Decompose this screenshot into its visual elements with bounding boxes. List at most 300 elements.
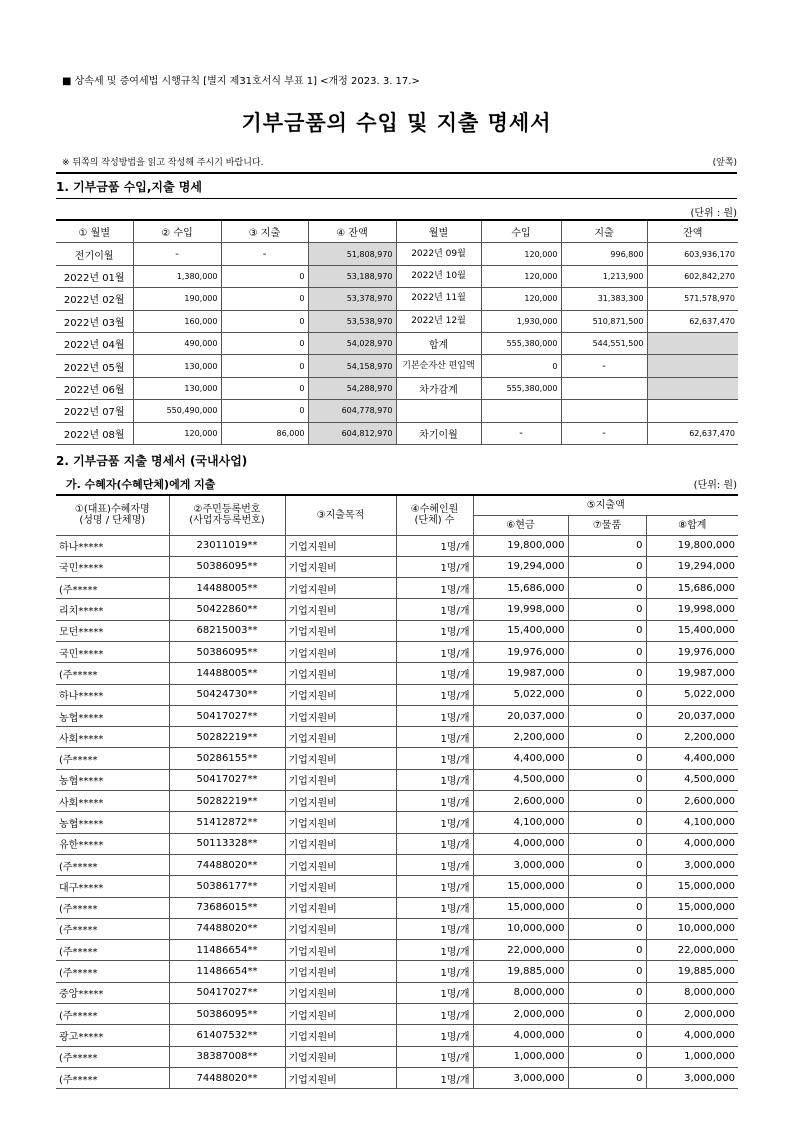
- income-expense-table: [56, 219, 738, 445]
- col-header-cash: ⑥현금: [473, 515, 568, 535]
- cell-name: (주*****: [56, 578, 169, 599]
- cell-name: (주*****: [56, 1004, 169, 1025]
- cell-left-month: 2022년 04월: [56, 332, 133, 354]
- cell-cash: 22,000,000: [473, 940, 568, 961]
- cell-right-income: 120,000: [481, 288, 561, 310]
- cell-reg: 73686015**: [169, 897, 285, 918]
- cell-left-income: 490,000: [133, 332, 221, 354]
- cell-reg: 38387008**: [169, 1046, 285, 1067]
- col-header-recipient: ①(대표)수혜자명 (성명 / 단체명): [56, 495, 169, 535]
- cell-total: 2,200,000: [646, 727, 738, 748]
- cell-cash: 15,686,000: [473, 578, 568, 599]
- table-row: [56, 599, 738, 620]
- cell-count: 1명/개: [396, 578, 473, 599]
- col-header: 지출: [561, 220, 647, 243]
- col-header: ② 수입: [133, 220, 221, 243]
- cell-goods: 0: [568, 1067, 646, 1088]
- cell-reg: 50424730**: [169, 684, 285, 705]
- cell-left-balance: 51,808,970: [308, 243, 396, 265]
- cell-purpose: 기업지원비: [285, 1004, 396, 1025]
- page-side-label: (앞쪽): [712, 158, 737, 168]
- cell-left-month: 2022년 07월: [56, 400, 133, 422]
- table-row: [56, 748, 738, 769]
- cell-name: (주*****: [56, 940, 169, 961]
- cell-count: 1명/개: [396, 705, 473, 726]
- cell-total: 4,500,000: [646, 769, 738, 790]
- table-row: [56, 940, 738, 961]
- cell-cash: 4,000,000: [473, 1025, 568, 1046]
- cell-purpose: 기업지원비: [285, 791, 396, 812]
- cell-right-income: [481, 400, 561, 422]
- col-header-purpose: ③지출목적: [285, 495, 396, 535]
- cell-cash: 15,000,000: [473, 897, 568, 918]
- cell-purpose: 기업지원비: [285, 876, 396, 897]
- cell-left-expense: 0: [221, 288, 308, 310]
- cell-reg: 23011019**: [169, 535, 285, 556]
- cell-goods: 0: [568, 940, 646, 961]
- cell-purpose: 기업지원비: [285, 556, 396, 577]
- cell-right-balance: 571,578,970: [647, 288, 738, 310]
- table-row: [56, 1067, 738, 1088]
- cell-reg: 11486654**: [169, 961, 285, 982]
- cell-count: 1명/개: [396, 1046, 473, 1067]
- cell-reg: 74488020**: [169, 918, 285, 939]
- cell-left-expense: -: [221, 243, 308, 265]
- cell-goods: 0: [568, 982, 646, 1003]
- cell-count: 1명/개: [396, 620, 473, 641]
- cell-left-expense: 0: [221, 377, 308, 399]
- cell-purpose: 기업지원비: [285, 769, 396, 790]
- cell-count: 1명/개: [396, 833, 473, 854]
- cell-left-month: 2022년 05월: [56, 355, 133, 377]
- cell-right-month: 합계: [396, 332, 481, 354]
- cell-total: 15,000,000: [646, 876, 738, 897]
- table-row: [56, 578, 738, 599]
- table-row: [56, 769, 738, 790]
- cell-count: 1명/개: [396, 1025, 473, 1046]
- cell-goods: 0: [568, 641, 646, 662]
- cell-cash: 4,500,000: [473, 769, 568, 790]
- cell-right-expense: [561, 400, 647, 422]
- cell-reg: 50417027**: [169, 769, 285, 790]
- cell-count: 1명/개: [396, 1067, 473, 1088]
- cell-left-income: 130,000: [133, 377, 221, 399]
- cell-count: 1명/개: [396, 535, 473, 556]
- cell-purpose: 기업지원비: [285, 684, 396, 705]
- cell-goods: 0: [568, 1025, 646, 1046]
- instruction-note: ※ 뒤쪽의 작성방법을 읽고 작성해 주시기 바랍니다.: [62, 158, 264, 168]
- cell-left-expense: 0: [221, 265, 308, 287]
- table-row: [56, 833, 738, 854]
- table-row: [56, 355, 738, 377]
- cell-left-month: 전기이월: [56, 243, 133, 265]
- cell-left-balance: 54,288,970: [308, 377, 396, 399]
- legal-reference: ■ 상속세 및 증여세법 시행규칙 [별지 제31호서식 부표 1] <개정 2023. 3. 17.>: [62, 76, 420, 87]
- cell-right-expense: 996,800: [561, 243, 647, 265]
- cell-reg: 50282219**: [169, 791, 285, 812]
- cell-goods: 0: [568, 876, 646, 897]
- section1-title: 1. 기부금품 수입,지출 명세: [56, 180, 202, 194]
- cell-purpose: 기업지원비: [285, 812, 396, 833]
- cell-total: 15,686,000: [646, 578, 738, 599]
- col-header: 수입: [481, 220, 561, 243]
- cell-cash: 1,000,000: [473, 1046, 568, 1067]
- cell-total: 3,000,000: [646, 1067, 738, 1088]
- cell-left-balance: 53,188,970: [308, 265, 396, 287]
- cell-name: 광고*****: [56, 1025, 169, 1046]
- cell-count: 1명/개: [396, 982, 473, 1003]
- cell-name: 농협*****: [56, 705, 169, 726]
- cell-right-income: 1,930,000: [481, 310, 561, 332]
- cell-purpose: 기업지원비: [285, 705, 396, 726]
- cell-count: 1명/개: [396, 599, 473, 620]
- cell-right-month: 기본순자산 편입액: [396, 355, 481, 377]
- table-row: [56, 243, 738, 265]
- cell-count: 1명/개: [396, 791, 473, 812]
- table-row: [56, 812, 738, 833]
- table-row: [56, 641, 738, 662]
- cell-cash: 2,600,000: [473, 791, 568, 812]
- cell-right-expense: -: [561, 422, 647, 444]
- cell-goods: 0: [568, 663, 646, 684]
- cell-cash: 2,200,000: [473, 727, 568, 748]
- table-row: [56, 1025, 738, 1046]
- cell-count: 1명/개: [396, 854, 473, 875]
- cell-right-balance: 603,936,170: [647, 243, 738, 265]
- cell-right-income: 555,380,000: [481, 332, 561, 354]
- cell-total: 19,976,000: [646, 641, 738, 662]
- table-row: [56, 705, 738, 726]
- cell-name: 유한*****: [56, 833, 169, 854]
- cell-purpose: 기업지원비: [285, 918, 396, 939]
- col-header-count: ④수혜인원 (단체) 수: [396, 495, 473, 535]
- cell-reg: 50282219**: [169, 727, 285, 748]
- cell-name: 국민*****: [56, 556, 169, 577]
- cell-cash: 2,000,000: [473, 1004, 568, 1025]
- cell-cash: 19,294,000: [473, 556, 568, 577]
- cell-purpose: 기업지원비: [285, 1025, 396, 1046]
- cell-goods: 0: [568, 791, 646, 812]
- cell-left-expense: 0: [221, 310, 308, 332]
- cell-name: (주*****: [56, 1067, 169, 1088]
- cell-cash: 20,037,000: [473, 705, 568, 726]
- cell-total: 22,000,000: [646, 940, 738, 961]
- col-header-goods: ⑦물품: [568, 515, 646, 535]
- cell-right-expense: [561, 377, 647, 399]
- cell-reg: 50386095**: [169, 641, 285, 662]
- cell-goods: 0: [568, 812, 646, 833]
- table-row: [56, 422, 738, 444]
- cell-count: 1명/개: [396, 684, 473, 705]
- cell-count: 1명/개: [396, 727, 473, 748]
- table-row: [56, 288, 738, 310]
- cell-name: 대구*****: [56, 876, 169, 897]
- cell-total: 19,294,000: [646, 556, 738, 577]
- cell-purpose: 기업지원비: [285, 897, 396, 918]
- cell-right-expense: -: [561, 355, 647, 377]
- cell-right-expense: 510,871,500: [561, 310, 647, 332]
- col-header: ① 월별: [56, 220, 133, 243]
- table-row: [56, 620, 738, 641]
- cell-total: 15,000,000: [646, 897, 738, 918]
- col-header-registration: ②주민등록번호 (사업자등록번호): [169, 495, 285, 535]
- cell-count: 1명/개: [396, 812, 473, 833]
- cell-left-income: 160,000: [133, 310, 221, 332]
- cell-count: 1명/개: [396, 918, 473, 939]
- cell-total: 4,100,000: [646, 812, 738, 833]
- table-row: [56, 684, 738, 705]
- cell-cash: 19,998,000: [473, 599, 568, 620]
- cell-total: 19,987,000: [646, 663, 738, 684]
- cell-reg: 50386095**: [169, 556, 285, 577]
- cell-right-month: 차가감계: [396, 377, 481, 399]
- cell-left-month: 2022년 08월: [56, 422, 133, 444]
- cell-reg: 50417027**: [169, 982, 285, 1003]
- cell-total: 19,800,000: [646, 535, 738, 556]
- cell-reg: 11486654**: [169, 940, 285, 961]
- cell-total: 2,000,000: [646, 1004, 738, 1025]
- cell-purpose: 기업지원비: [285, 578, 396, 599]
- cell-name: 모던*****: [56, 620, 169, 641]
- cell-total: 4,400,000: [646, 748, 738, 769]
- cell-total: 4,000,000: [646, 1025, 738, 1046]
- cell-reg: 14488005**: [169, 578, 285, 599]
- cell-name: 농협*****: [56, 812, 169, 833]
- cell-right-month: 2022년 10월: [396, 265, 481, 287]
- cell-count: 1명/개: [396, 897, 473, 918]
- cell-right-balance: [647, 355, 738, 377]
- cell-cash: 4,400,000: [473, 748, 568, 769]
- cell-left-expense: 0: [221, 355, 308, 377]
- table-row: [56, 727, 738, 748]
- col-header: 잔액: [647, 220, 738, 243]
- cell-cash: 19,800,000: [473, 535, 568, 556]
- cell-goods: 0: [568, 705, 646, 726]
- cell-total: 10,000,000: [646, 918, 738, 939]
- cell-name: 사회*****: [56, 727, 169, 748]
- table-row: [56, 400, 738, 422]
- cell-goods: 0: [568, 599, 646, 620]
- cell-left-balance: 604,778,970: [308, 400, 396, 422]
- cell-right-income: 555,380,000: [481, 377, 561, 399]
- divider: [56, 198, 737, 199]
- cell-purpose: 기업지원비: [285, 535, 396, 556]
- cell-reg: 50422860**: [169, 599, 285, 620]
- cell-reg: 14488005**: [169, 663, 285, 684]
- cell-goods: 0: [568, 535, 646, 556]
- cell-goods: 0: [568, 620, 646, 641]
- table-row: [56, 556, 738, 577]
- cell-name: 하나*****: [56, 684, 169, 705]
- cell-purpose: 기업지원비: [285, 940, 396, 961]
- cell-left-month: 2022년 01월: [56, 265, 133, 287]
- cell-goods: 0: [568, 854, 646, 875]
- cell-cash: 15,000,000: [473, 876, 568, 897]
- table-row: [56, 918, 738, 939]
- cell-left-balance: 54,028,970: [308, 332, 396, 354]
- divider: [56, 172, 737, 174]
- cell-name: (주*****: [56, 748, 169, 769]
- cell-total: 5,022,000: [646, 684, 738, 705]
- cell-name: (주*****: [56, 961, 169, 982]
- cell-total: 3,000,000: [646, 854, 738, 875]
- cell-goods: 0: [568, 556, 646, 577]
- col-header-amount: ⑤지출액: [473, 495, 738, 515]
- cell-reg: 74488020**: [169, 1067, 285, 1088]
- cell-count: 1명/개: [396, 641, 473, 662]
- cell-left-balance: 54,158,970: [308, 355, 396, 377]
- cell-count: 1명/개: [396, 556, 473, 577]
- col-header: 월별: [396, 220, 481, 243]
- table-row: [56, 791, 738, 812]
- table-row: [56, 982, 738, 1003]
- cell-count: 1명/개: [396, 663, 473, 684]
- cell-name: 사회*****: [56, 791, 169, 812]
- cell-cash: 19,987,000: [473, 663, 568, 684]
- cell-cash: 3,000,000: [473, 854, 568, 875]
- cell-left-month: 2022년 02월: [56, 288, 133, 310]
- cell-name: (주*****: [56, 663, 169, 684]
- cell-total: 4,000,000: [646, 833, 738, 854]
- cell-purpose: 기업지원비: [285, 727, 396, 748]
- cell-count: 1명/개: [396, 769, 473, 790]
- section2-subtitle: 가. 수혜자(수혜단체)에게 지출: [66, 478, 216, 491]
- cell-right-income: 120,000: [481, 243, 561, 265]
- cell-goods: 0: [568, 918, 646, 939]
- cell-cash: 8,000,000: [473, 982, 568, 1003]
- table-row: [56, 854, 738, 875]
- cell-cash: 19,885,000: [473, 961, 568, 982]
- cell-cash: 10,000,000: [473, 918, 568, 939]
- cell-goods: 0: [568, 1004, 646, 1025]
- cell-purpose: 기업지원비: [285, 833, 396, 854]
- cell-name: 하나*****: [56, 535, 169, 556]
- table-row: [56, 535, 738, 556]
- cell-name: 농협*****: [56, 769, 169, 790]
- cell-right-expense: 1,213,900: [561, 265, 647, 287]
- cell-name: 중앙*****: [56, 982, 169, 1003]
- section2-title: 2. 기부금품 지출 명세서 (국내사업): [56, 454, 248, 468]
- cell-left-income: 550,490,000: [133, 400, 221, 422]
- cell-cash: 4,100,000: [473, 812, 568, 833]
- cell-count: 1명/개: [396, 876, 473, 897]
- cell-count: 1명/개: [396, 1004, 473, 1025]
- cell-cash: 4,000,000: [473, 833, 568, 854]
- table-row: [56, 897, 738, 918]
- col-header: ④ 잔액: [308, 220, 396, 243]
- cell-total: 2,600,000: [646, 791, 738, 812]
- page-title: 기부금품의 수입 및 지출 명세서: [241, 111, 552, 135]
- cell-right-month: 2022년 12월: [396, 310, 481, 332]
- cell-cash: 15,400,000: [473, 620, 568, 641]
- cell-name: 리치*****: [56, 599, 169, 620]
- cell-cash: 5,022,000: [473, 684, 568, 705]
- cell-count: 1명/개: [396, 940, 473, 961]
- table-row: [56, 1004, 738, 1025]
- cell-goods: 0: [568, 748, 646, 769]
- cell-goods: 0: [568, 684, 646, 705]
- cell-right-month: 차기이월: [396, 422, 481, 444]
- table-row: [56, 332, 738, 354]
- cell-reg: 50386177**: [169, 876, 285, 897]
- cell-right-balance: 62,637,470: [647, 310, 738, 332]
- table-row: [56, 265, 738, 287]
- cell-right-balance: [647, 400, 738, 422]
- cell-left-expense: 86,000: [221, 422, 308, 444]
- cell-right-balance: [647, 332, 738, 354]
- cell-goods: 0: [568, 727, 646, 748]
- cell-reg: 50113328**: [169, 833, 285, 854]
- cell-reg: 68215003**: [169, 620, 285, 641]
- cell-total: 8,000,000: [646, 982, 738, 1003]
- expense-detail-table: [56, 494, 738, 1089]
- cell-right-expense: 31,383,300: [561, 288, 647, 310]
- cell-cash: 19,976,000: [473, 641, 568, 662]
- cell-left-income: 1,380,000: [133, 265, 221, 287]
- cell-goods: 0: [568, 897, 646, 918]
- table-row: [56, 377, 738, 399]
- table-row: [56, 1046, 738, 1067]
- cell-left-income: 120,000: [133, 422, 221, 444]
- table-row: [56, 663, 738, 684]
- cell-left-balance: 53,538,970: [308, 310, 396, 332]
- cell-goods: 0: [568, 578, 646, 599]
- cell-purpose: 기업지원비: [285, 1046, 396, 1067]
- cell-left-income: 190,000: [133, 288, 221, 310]
- table-row: [56, 961, 738, 982]
- cell-goods: 0: [568, 769, 646, 790]
- cell-name: (주*****: [56, 1046, 169, 1067]
- cell-reg: 61407532**: [169, 1025, 285, 1046]
- cell-right-balance: 62,637,470: [647, 422, 738, 444]
- cell-purpose: 기업지원비: [285, 961, 396, 982]
- cell-right-income: 120,000: [481, 265, 561, 287]
- cell-count: 1명/개: [396, 748, 473, 769]
- cell-total: 20,037,000: [646, 705, 738, 726]
- col-header: ③ 지출: [221, 220, 308, 243]
- cell-right-balance: 602,842,270: [647, 265, 738, 287]
- table-row: [56, 876, 738, 897]
- table-row: [56, 310, 738, 332]
- cell-name: 국민*****: [56, 641, 169, 662]
- cell-name: (주*****: [56, 897, 169, 918]
- cell-count: 1명/개: [396, 961, 473, 982]
- cell-total: 19,998,000: [646, 599, 738, 620]
- cell-right-expense: 544,551,500: [561, 332, 647, 354]
- cell-goods: 0: [568, 961, 646, 982]
- cell-left-expense: 0: [221, 332, 308, 354]
- cell-purpose: 기업지원비: [285, 854, 396, 875]
- cell-reg: 50286155**: [169, 748, 285, 769]
- cell-total: 19,885,000: [646, 961, 738, 982]
- cell-total: 15,400,000: [646, 620, 738, 641]
- cell-purpose: 기업지원비: [285, 641, 396, 662]
- cell-purpose: 기업지원비: [285, 620, 396, 641]
- cell-left-balance: 53,378,970: [308, 288, 396, 310]
- cell-purpose: 기업지원비: [285, 982, 396, 1003]
- cell-left-month: 2022년 06월: [56, 377, 133, 399]
- cell-goods: 0: [568, 1046, 646, 1067]
- cell-right-month: 2022년 11월: [396, 288, 481, 310]
- cell-purpose: 기업지원비: [285, 599, 396, 620]
- col-header-total: ⑧합계: [646, 515, 738, 535]
- cell-left-month: 2022년 03월: [56, 310, 133, 332]
- cell-right-month: [396, 400, 481, 422]
- cell-purpose: 기업지원비: [285, 748, 396, 769]
- cell-reg: 74488020**: [169, 854, 285, 875]
- cell-purpose: 기업지원비: [285, 1067, 396, 1088]
- cell-right-income: 0: [481, 355, 561, 377]
